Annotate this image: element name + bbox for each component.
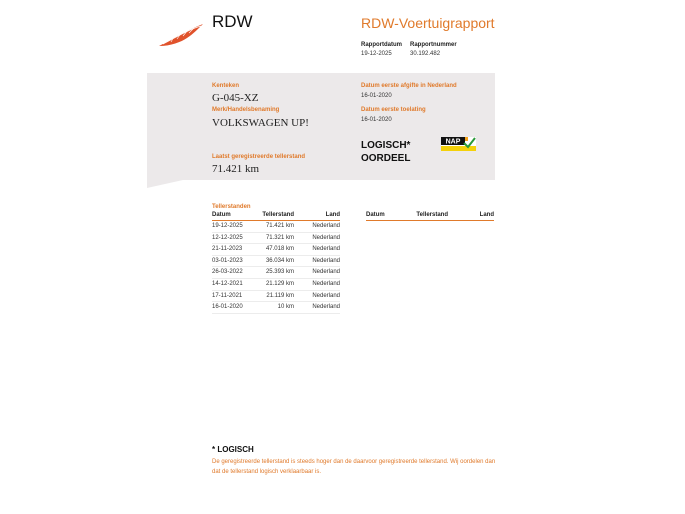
- rapportdatum-value: 19-12-2025: [361, 51, 392, 57]
- row-datum: 03-01-2023: [212, 257, 243, 264]
- merk-label: Merk/Handelsbenaming: [212, 107, 280, 113]
- row-datum: 16-01-2020: [212, 304, 243, 311]
- row-land: Nederland: [312, 304, 340, 311]
- vehicle-panel: [147, 73, 495, 180]
- header-datum: Datum: [212, 212, 231, 218]
- tellerstand-label: Laatst geregistreerde tellerstand: [212, 154, 306, 160]
- row-land: Nederland: [312, 257, 340, 264]
- merk-value: VOLKSWAGEN UP!: [212, 117, 309, 129]
- rapportnummer-label: Rapportnummer: [410, 42, 457, 48]
- header-land: Land: [325, 212, 340, 218]
- row-land: Nederland: [312, 234, 340, 241]
- row-datum: 12-12-2025: [212, 234, 243, 241]
- rapportnummer: [410, 41, 457, 59]
- tellerstanden-table-right: [366, 212, 494, 221]
- afgifte-value: 16-01-2020: [361, 93, 392, 99]
- tellerstanden-table: [212, 212, 340, 314]
- toelating-label: Datum eerste toelating: [361, 107, 426, 113]
- table-row: [212, 302, 340, 314]
- kenteken-label: Kenteken: [212, 83, 240, 89]
- row-tellerstand: 21.119 km: [266, 292, 294, 299]
- oordeel: [361, 139, 410, 165]
- table-row: [212, 291, 340, 303]
- table-row: [212, 244, 340, 256]
- table-row: [212, 267, 340, 279]
- header-land-right: Land: [479, 212, 494, 218]
- row-tellerstand: 10 km: [277, 304, 294, 311]
- row-datum: 21-11-2023: [212, 246, 243, 253]
- brand-name: RDW: [212, 12, 253, 31]
- nap-badge-text: NAP: [445, 138, 461, 146]
- oordeel-line2: OORDEEL: [361, 153, 411, 164]
- footnote-title: * LOGISCH: [212, 445, 254, 454]
- header-tellerstand: Tellerstand: [262, 212, 294, 218]
- table-header-right: [366, 212, 494, 221]
- rdw-logo-icon: [157, 20, 207, 50]
- kenteken-value: G-045-XZ: [212, 92, 259, 104]
- table-row: [212, 279, 340, 291]
- header-datum-right: Datum: [366, 212, 385, 218]
- report-title: RDW-Voertuigrapport: [361, 15, 495, 31]
- table-row: [212, 256, 340, 268]
- row-datum: 17-11-2021: [212, 292, 243, 299]
- tellerstanden-title: Tellerstanden: [212, 204, 251, 210]
- row-tellerstand: 25.393 km: [265, 269, 294, 276]
- footnote-text: De geregistreerde tellerstand is steeds hoger dan de daarvoor geregistreerde tellerstand. Wij oordelen dan dat de tellerstand logisch verklaarbaar is.: [212, 459, 496, 475]
- rapportdatum: [361, 41, 402, 59]
- row-tellerstand: 21.129 km: [265, 280, 294, 287]
- row-datum: 19-12-2025: [212, 223, 243, 229]
- panel-notch: [147, 180, 183, 188]
- row-datum: 26-03-2022: [212, 269, 243, 276]
- tellerstand-value: 71.421 km: [212, 163, 260, 175]
- row-datum: 14-12-2021: [212, 280, 243, 287]
- toelating-value: 16-01-2020: [361, 117, 392, 123]
- row-tellerstand: 71.421 km: [265, 223, 294, 229]
- row-land: Nederland: [312, 246, 340, 253]
- row-tellerstand: 47.018 km: [265, 246, 294, 253]
- row-land: Nederland: [312, 292, 340, 299]
- nap-check-badge-icon: [441, 137, 476, 151]
- table-header: [212, 212, 340, 221]
- header-tellerstand-right: Tellerstand: [416, 212, 448, 218]
- table-row: [212, 221, 340, 233]
- row-tellerstand: 71.321 km: [265, 234, 294, 241]
- row-tellerstand: 36.034 km: [265, 257, 294, 264]
- row-land: Nederland: [312, 280, 340, 287]
- row-land: Nederland: [312, 223, 340, 229]
- afgifte-label: Datum eerste afgifte in Nederland: [361, 83, 457, 89]
- rapportnummer-value: 30.192.482: [410, 51, 441, 57]
- table-row: [212, 233, 340, 245]
- row-land: Nederland: [312, 269, 340, 276]
- oordeel-line1: LOGISCH*: [361, 140, 411, 151]
- rapportdatum-label: Rapportdatum: [361, 42, 402, 48]
